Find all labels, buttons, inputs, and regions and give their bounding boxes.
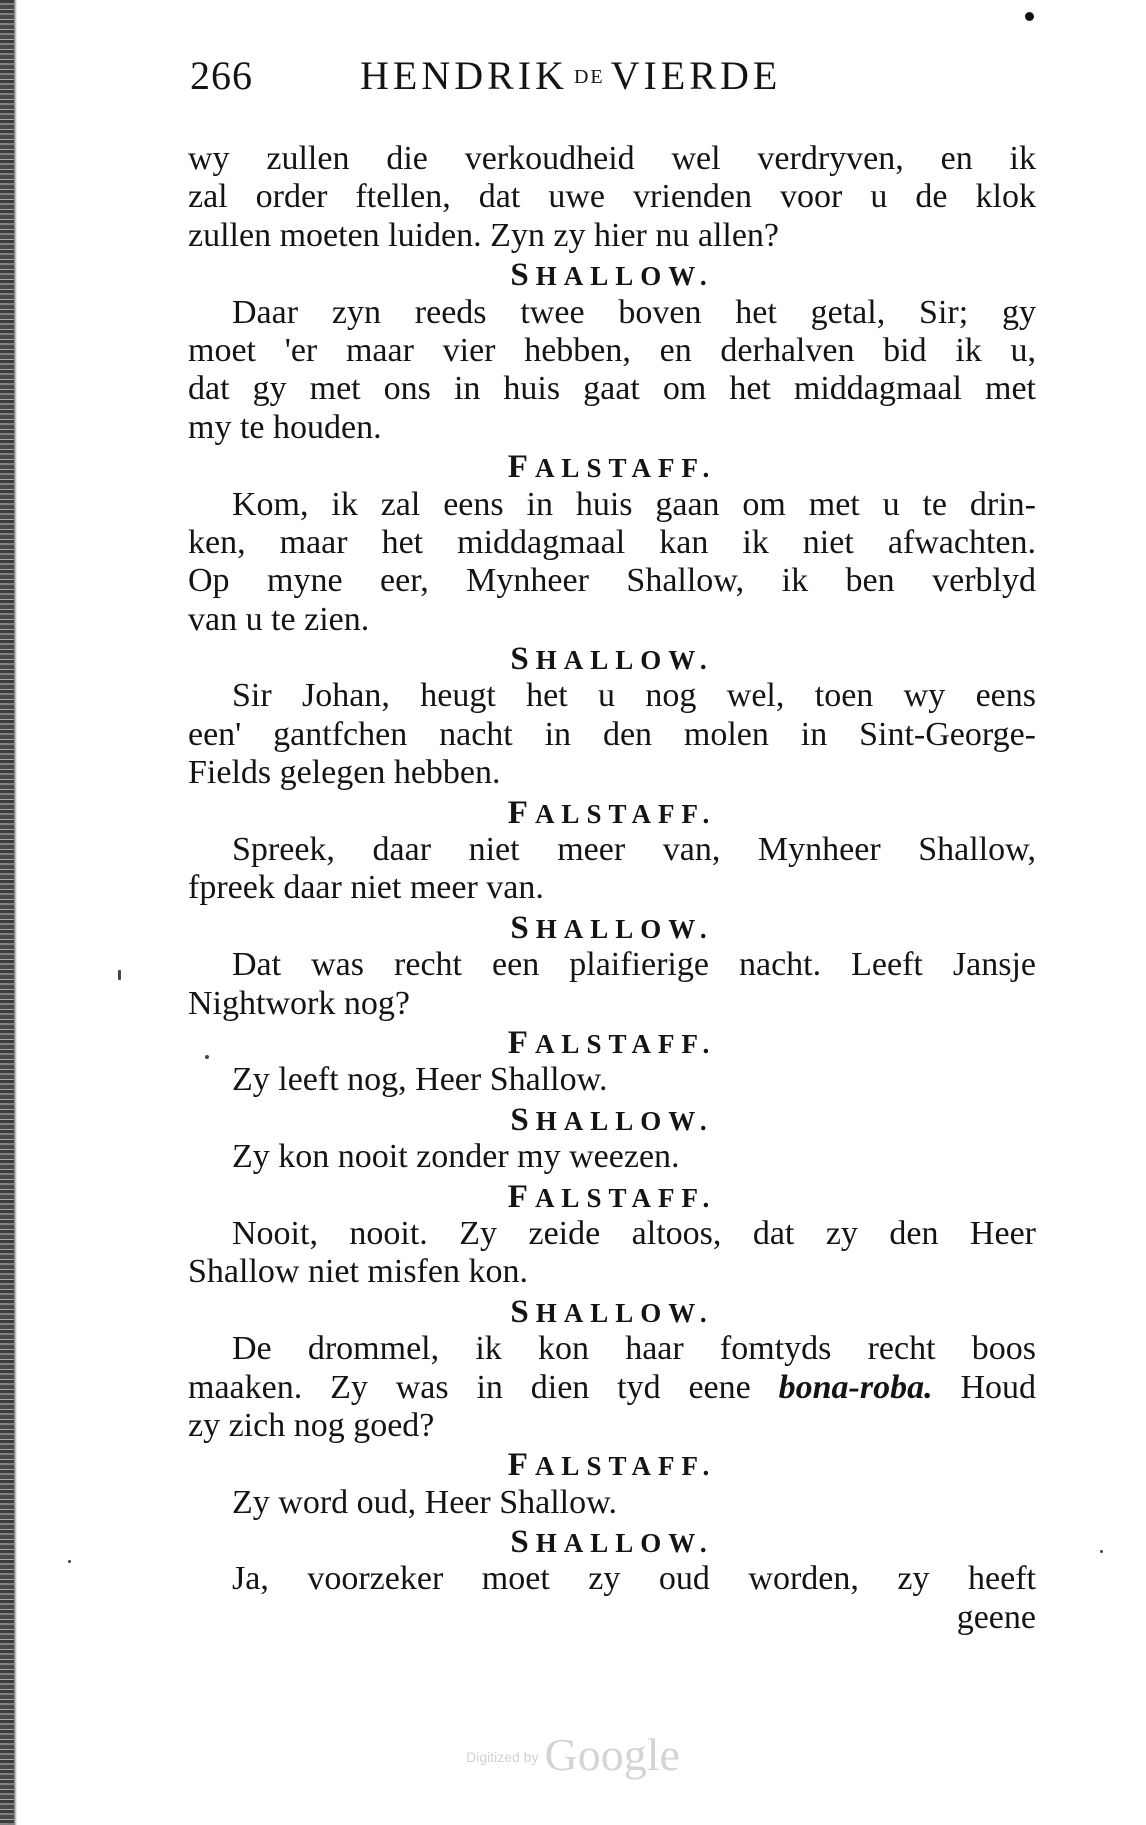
ink-speck [118, 970, 121, 980]
speaker-initial: S [510, 1293, 536, 1330]
google-logo: Google [544, 1729, 680, 1780]
text-line: my te houden. [188, 408, 382, 446]
text-line: Spreek, daar niet meer van, Mynheer Shallow, [232, 831, 1036, 869]
text-line: een' gantfchen nacht in den molen in Sint-George- [188, 715, 1036, 753]
speaker-heading [188, 1522, 1036, 1560]
speaker-initial: F [507, 1024, 535, 1061]
scan-gutter [0, 0, 14, 1825]
watermark-prefix: Digitized by [466, 1749, 539, 1765]
running-head-part1: HENDRIK [360, 53, 568, 98]
speaker-heading [188, 639, 1036, 677]
running-head [360, 52, 781, 99]
digitization-watermark [0, 1728, 1146, 1781]
speaker-initial: F [507, 1447, 535, 1484]
ink-speck [1100, 1550, 1103, 1553]
speaker-name-rest: HALLOW. [535, 913, 714, 944]
text-line: van u te zien. [188, 600, 370, 638]
page-number: 266 [190, 53, 253, 98]
ink-speck [205, 1055, 209, 1059]
text-line: Zy leeft nog, Heer Shallow. [232, 1061, 608, 1099]
italic-term: bona-roba. [778, 1368, 933, 1406]
text-line: De drommel, ik kon haar fomtyds recht boos [232, 1330, 1036, 1368]
speaker-initial: S [510, 257, 536, 294]
ink-speck [68, 1560, 71, 1563]
text-line: zullen moeten luiden. Zyn zy hier nu allen? [188, 216, 780, 254]
speaker-name-rest: ALSTAFF. [534, 1028, 717, 1059]
speaker-heading [188, 908, 1036, 946]
speaker-initial: S [510, 1101, 536, 1138]
speaker-name-rest: HALLOW. [535, 1297, 714, 1328]
body-text [188, 140, 1036, 1637]
speaker-name-rest: ALSTAFF. [534, 798, 717, 829]
text-line: zy zich nog goed? [188, 1406, 435, 1444]
text-line: Nooit, nooit. Zy zeide altoos, dat zy den Heer [232, 1214, 1036, 1252]
speaker-name-rest: ALSTAFF. [534, 1451, 717, 1482]
catchword: geene [956, 1598, 1036, 1636]
speaker-heading [188, 1100, 1036, 1138]
text-line: Ja, voorzeker moet zy oud worden, zy heeft [232, 1560, 1036, 1598]
speaker-initial: F [507, 1178, 535, 1215]
ink-speck [1025, 12, 1034, 21]
running-head-part3: VIERDE [610, 53, 782, 98]
speaker-name-rest: HALLOW. [535, 645, 714, 676]
text-line: Zy word oud, Heer Shallow. [232, 1483, 617, 1521]
speaker-initial: S [510, 1524, 536, 1561]
text-line: Nightwork nog? [188, 984, 410, 1022]
text-line: ken, maar het middagmaal kan ik niet afwachten. [188, 523, 1036, 561]
speaker-heading [188, 1292, 1036, 1330]
text-fragment: maaken. Zy was in dien tyd eene [188, 1368, 779, 1406]
speaker-name-rest: ALSTAFF. [534, 453, 717, 484]
speaker-initial: S [510, 909, 536, 946]
speaker-heading [188, 1177, 1036, 1215]
text-line: dat gy met ons in huis gaat om het middagmaal met [188, 370, 1036, 408]
speaker-initial: F [507, 794, 535, 831]
page-header [190, 52, 1090, 102]
text-line: Op myne eer, Mynheer Shallow, ik ben verblyd [188, 562, 1036, 600]
speaker-heading [188, 255, 1036, 293]
text-fragment: Houd [932, 1368, 1036, 1406]
text-line: wy zullen die verkoudheid wel verdryven, en ik [188, 140, 1036, 177]
text-line [188, 1369, 1036, 1407]
text-line: Zy kon nooit zonder my weezen. [232, 1138, 680, 1176]
speaker-name-rest: HALLOW. [535, 1105, 714, 1136]
speaker-heading [188, 1445, 1036, 1483]
text-line: Shallow niet misfen kon. [188, 1253, 528, 1291]
scan-gutter-edge [14, 0, 17, 1825]
text-line: Kom, ik zal eens in huis gaan om met u te drin- [232, 485, 1036, 523]
text-line: Daar zyn reeds twee boven het getal, Sir; gy [232, 293, 1036, 331]
text-line: Fields gelegen hebben. [188, 754, 501, 792]
speaker-initial: F [507, 449, 535, 486]
running-head-part2: DE [573, 66, 605, 88]
speaker-name-rest: ALSTAFF. [534, 1182, 717, 1213]
text-line: moet 'er maar vier hebben, en derhalven bid ik u, [188, 331, 1036, 369]
text-line: Sir Johan, heugt het u nog wel, toen wy eens [232, 677, 1036, 715]
speaker-initial: S [510, 641, 536, 678]
speaker-name-rest: HALLOW. [535, 1528, 714, 1559]
speaker-heading [188, 793, 1036, 831]
speaker-name-rest: HALLOW. [535, 261, 714, 292]
speaker-heading [188, 447, 1036, 485]
text-line: fpreek daar niet meer van. [188, 869, 544, 907]
text-line: zal order ftellen, dat uwe vrienden voor u de klok [188, 178, 1036, 216]
text-line: Dat was recht een plaifierige nacht. Leeft Jansje [232, 946, 1036, 984]
speaker-heading [188, 1023, 1036, 1061]
